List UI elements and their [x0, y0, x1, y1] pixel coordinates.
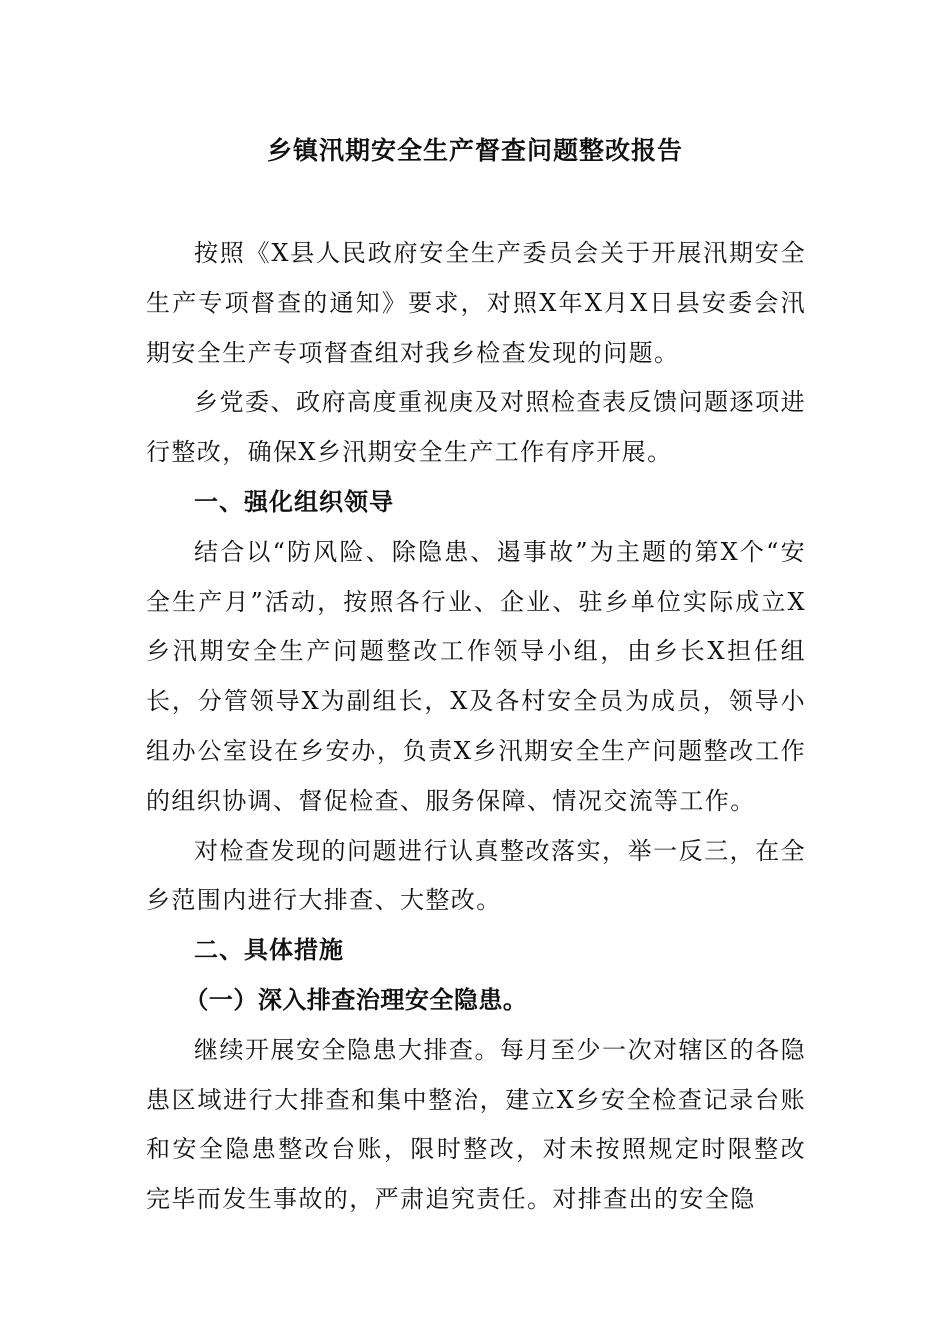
paragraph-commitment: 乡党委、政府高度重视庚及对照检查表反馈问题逐项进行整改，确保X乡汛期安全生产工作有序开展。: [146, 388, 806, 467]
document-title: 乡镇汛期安全生产督查问题整改报告: [266, 136, 683, 165]
paragraph-inspection: 继续开展安全隐患大排查。每月至少一次对辖区的各隐患区域进行大排查和集中整治，建立X乡安全检查记录台账和安全隐患整改台账，限时整改，对未按照规定时限整改完毕而发生事故的，严肃追究责任。对排查出的安全隐: [146, 1035, 806, 1214]
section-heading-1: 一、强化组织领导: [194, 487, 394, 516]
paragraph-intro: 按照《X县人民政府安全生产委员会关于开展汛期安全生产专项督查的通知》要求，对照X年X月X日县安委会汛期安全生产专项督查组对我乡检查发现的问题。: [146, 239, 806, 367]
section-heading-2: 二、具体措施: [194, 936, 344, 965]
paragraph-rectification: 对检查发现的问题进行认真整改落实，举一反三，在全乡范围内进行大排查、大整改。: [146, 836, 806, 915]
document-body: [146, 229, 806, 1225]
subsection-heading-1: （一）深入排查治理安全隐患。: [184, 985, 528, 1014]
paragraph-leadership: 结合以“防风险、除隐患、遏事故”为主题的第X个“安全生产月”活动，按照各行业、企业、驻乡单位实际成立X乡汛期安全生产问题整改工作领导小组，由乡长X担任组长，分管领导X为副组长，X及各村安全员为成员，领导小组办公室设在乡安办，负责X乡汛期安全生产问题整改工作的组织协调、督促检查、服务保障、情况交流等工作。: [146, 537, 806, 815]
